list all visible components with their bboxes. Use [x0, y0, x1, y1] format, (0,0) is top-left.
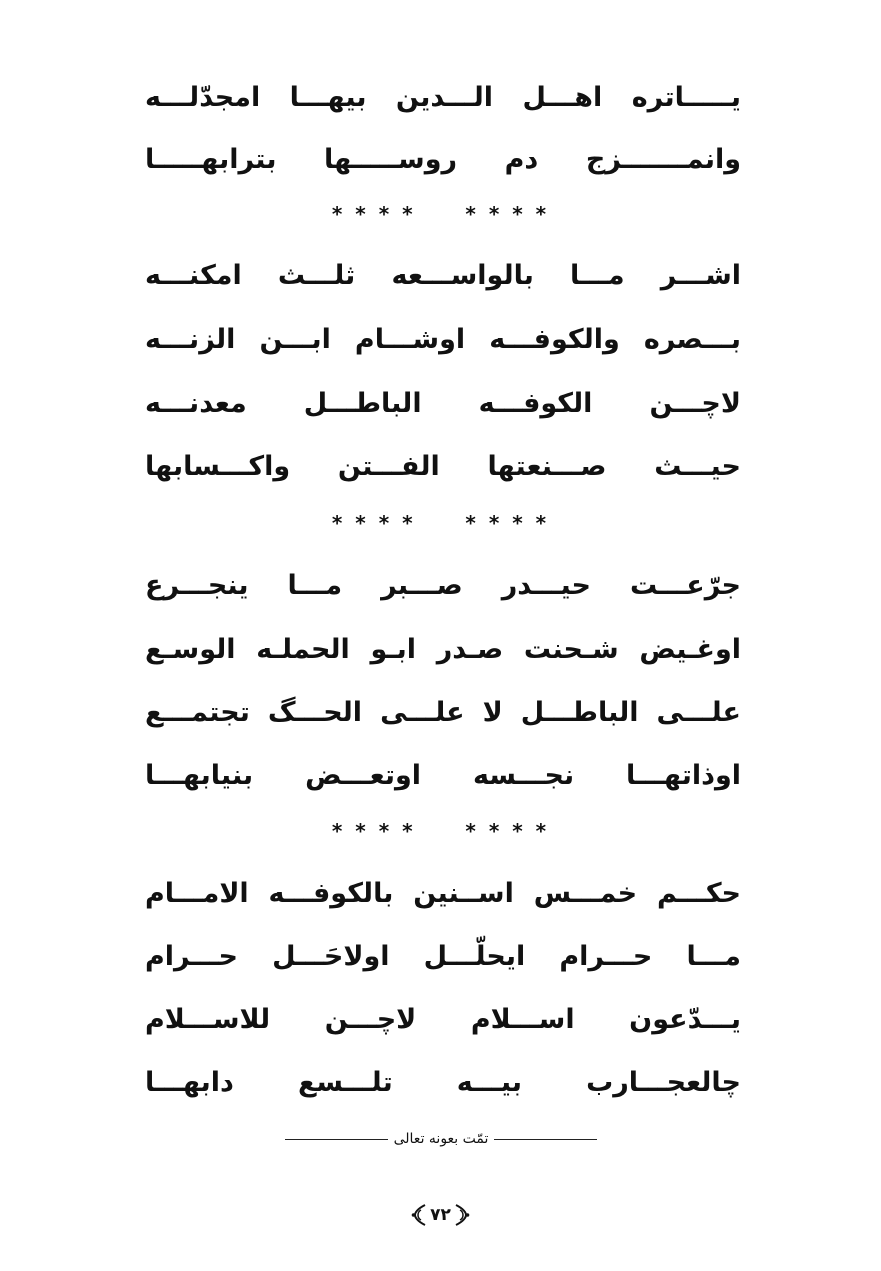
closing-rule-left — [285, 1139, 388, 1140]
verse-line: يـــدّعون اســـلام لاچـــن للاســـلام — [145, 1004, 741, 1035]
page-number-text: ٧٢ — [430, 1205, 451, 1225]
verse-line: حيـــث صـــنعتها الفـــتن واكـــسابها — [145, 451, 741, 482]
verse-line: اوذاتهـــا نجـــسه اوتعـــض بنيابهـــا — [145, 760, 741, 791]
closing-rule-right — [494, 1139, 597, 1140]
verse-line: يـــــاتره اهـــل الـــدين بيهـــا امجدّلـــه — [145, 82, 741, 113]
verse-line: اشـــر مـــا بالواســـعه ثلـــث امكنـــه — [145, 260, 741, 291]
verse-line: لاچـــن الكوفـــه الباطـــل معدنـــه — [145, 388, 741, 419]
closing-line — [285, 1126, 597, 1152]
verse-line: مـــا حـــرام ايحلّـــل اولاحَـــل حـــرام — [145, 941, 741, 972]
closing-text: تمّت بعونه تعالى — [393, 1131, 489, 1147]
verse-line: حكـــم خمـــس اســنين بالكوفـــه الامـــام — [145, 878, 741, 909]
verse-line: علـــى الباطـــل لا علـــى الحـــگ تجتمـــع — [145, 697, 741, 728]
page-number — [0, 1200, 881, 1230]
verse-line: اوغـيض شـحنت صـدر ابـو الحملـه الوسـع — [145, 634, 741, 665]
stanza-separator: * * * * * * * * — [331, 202, 550, 226]
verse-line: جرّعـــت حيـــدر صـــبر مـــا ينجـــرع — [145, 570, 741, 601]
ornament-right-icon — [454, 1203, 470, 1227]
verse-line: چالعجـــارب بيـــه تلـــسع دابهـــا — [145, 1067, 741, 1098]
stanza-separator: * * * * * * * * — [331, 511, 550, 535]
verse-line: بـــصره والكوفـــه اوشـــام ابـــن الزنـــه — [145, 324, 741, 355]
ornament-left-icon — [411, 1203, 427, 1227]
verse-line: وانمـــــــزج دم روســـــها بترابهـــــا — [145, 144, 741, 175]
stanza-separator: * * * * * * * * — [331, 819, 550, 843]
